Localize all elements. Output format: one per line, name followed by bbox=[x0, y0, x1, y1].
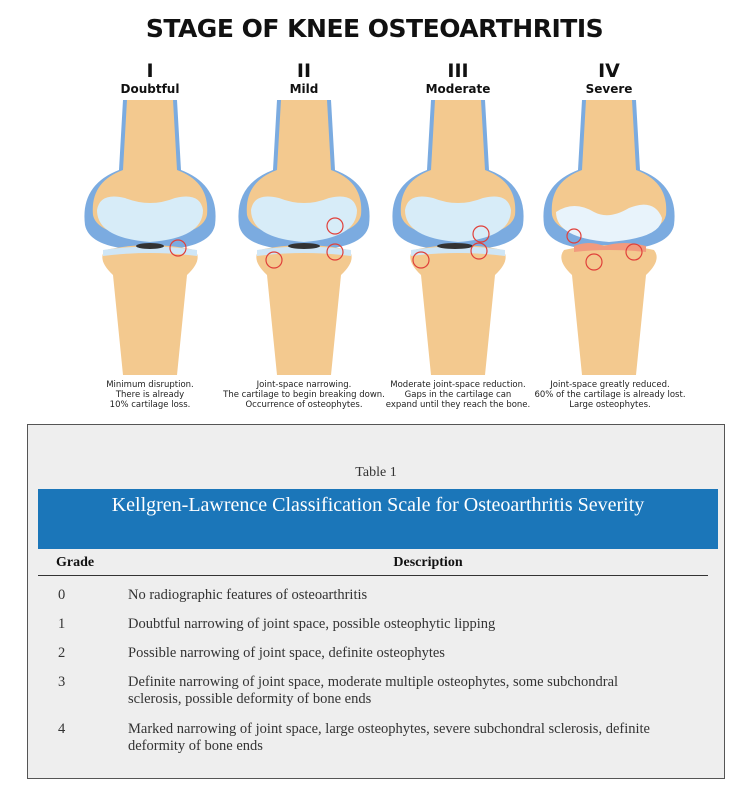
knee-illustration-stage-3 bbox=[383, 100, 533, 375]
description-line: 60% of the cartilage is already lost. bbox=[534, 390, 686, 400]
page-title: STAGE OF KNEE OSTEOARTHRITIS bbox=[145, 14, 604, 43]
stage-label: Severe bbox=[585, 82, 633, 96]
description-line: Gaps in the cartilage can bbox=[404, 390, 512, 400]
stage-1-description bbox=[65, 380, 235, 410]
stage-label: Mild bbox=[289, 82, 319, 96]
description-line: Minimum disruption. bbox=[106, 380, 194, 390]
description-cell: No radiographic features of osteoarthritis bbox=[128, 587, 368, 603]
description-line: Moderate joint-space reduction. bbox=[390, 380, 526, 390]
classification-table-panel bbox=[27, 424, 725, 779]
description-cell: Doubtful narrowing of joint space, possible osteophytic lipping bbox=[128, 616, 496, 632]
stage-2-description bbox=[219, 380, 389, 410]
grade-cell: 2 bbox=[58, 645, 66, 661]
description-line: The cartilage to begin breaking down. bbox=[223, 390, 385, 400]
description-cell: Marked narrowing of joint space, large osteophytes, severe subchondral sclerosis, definite deformity of bone ends bbox=[128, 721, 650, 754]
table-heading: Kellgren-Lawrence Classification Scale for Osteoarthritis Severity bbox=[38, 489, 718, 549]
description-cell: Possible narrowing of joint space, definite osteophytes bbox=[128, 645, 445, 661]
stage-1-header bbox=[75, 60, 225, 96]
description-cell: Definite narrowing of joint space, moderate multiple osteophytes, some subchondral sclerosis, possible deformity of bone ends bbox=[128, 674, 619, 707]
knee-illustration-stage-2 bbox=[229, 100, 379, 375]
stage-label: Doubtful bbox=[120, 82, 180, 96]
grade-cell: 3 bbox=[58, 674, 66, 690]
knee-illustration-stage-4 bbox=[534, 100, 684, 375]
description-line: Large osteophytes. bbox=[569, 400, 651, 410]
stage-3-description bbox=[373, 380, 543, 410]
stage-numeral: I bbox=[146, 60, 154, 82]
description-line: Occurrence of osteophytes. bbox=[245, 400, 363, 410]
stage-4-header bbox=[534, 60, 684, 96]
stage-2-header bbox=[229, 60, 379, 96]
column-header-grade: Grade bbox=[56, 555, 95, 570]
description-line: expand until they reach the bone. bbox=[385, 400, 531, 410]
knee-illustration-stage-1 bbox=[75, 100, 225, 375]
column-header-description: Description bbox=[393, 555, 463, 570]
description-line: There is already bbox=[115, 390, 185, 400]
stage-numeral: II bbox=[296, 60, 312, 82]
stage-3-header bbox=[383, 60, 533, 96]
description-line: Joint-space narrowing. bbox=[256, 380, 352, 390]
stage-label: Moderate bbox=[425, 82, 491, 96]
table-caption: Table 1 bbox=[355, 465, 397, 480]
table-header-row bbox=[38, 553, 708, 576]
stage-numeral: IV bbox=[598, 60, 620, 82]
description-line: Joint-space greatly reduced. bbox=[550, 380, 670, 390]
stage-4-description bbox=[525, 380, 695, 410]
description-line: 10% cartilage loss. bbox=[109, 400, 191, 410]
grade-cell: 4 bbox=[58, 721, 66, 737]
grade-cell: 1 bbox=[58, 616, 66, 632]
stage-numeral: III bbox=[447, 60, 469, 82]
grade-cell: 0 bbox=[58, 587, 66, 603]
